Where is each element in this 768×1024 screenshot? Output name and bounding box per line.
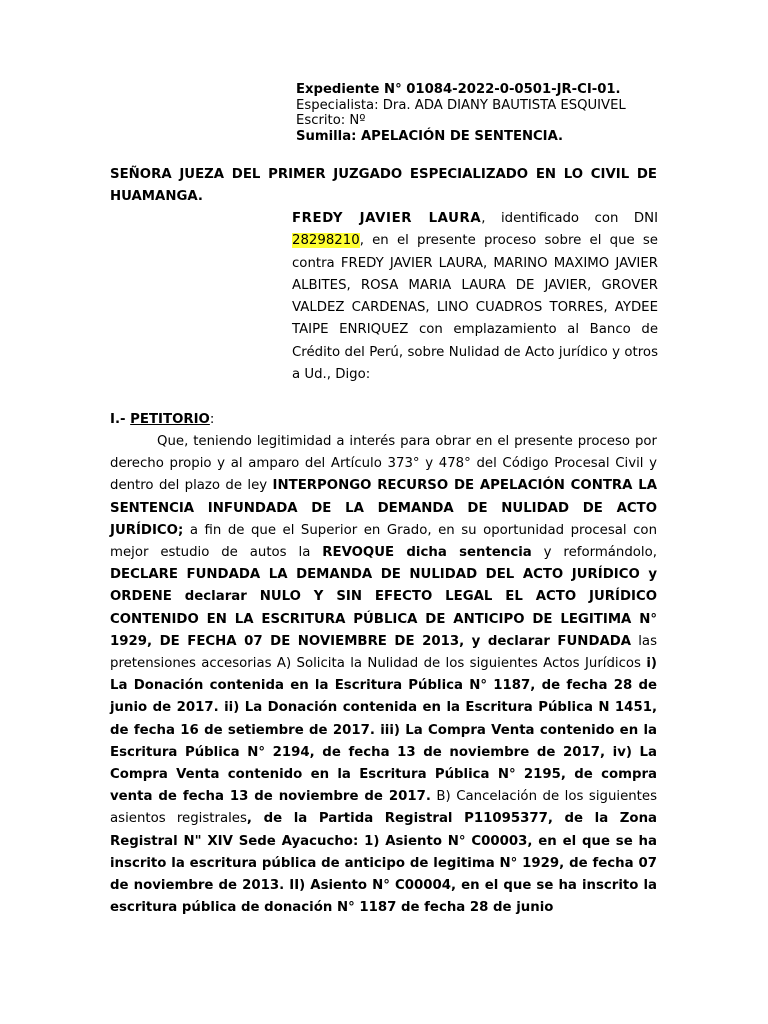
body-text-3: y reformándolo, [531, 545, 657, 561]
specialist: Especialista: Dra. ADA DIANY BAUTISTA ESQUIVEL [296, 97, 626, 113]
case-header [296, 82, 626, 144]
addressee: SEÑORA JUEZA DEL PRIMER JUZGADO ESPECIALIZADO EN LO CIVIL DE HUAMANGA. [110, 167, 657, 204]
intro-paragraph [292, 208, 658, 386]
plaintiff-name: FREDY JAVIER LAURA [292, 211, 482, 226]
dni-number: 28298210 [292, 233, 360, 249]
body-bold-4: i) La Donación contenida en la Escritura Pública N° 1187, de fecha 28 de junio de 2017. ii) La Donación contenida en la Escritura Pública N 1451, de fecha 16 de setiembre de 2017. iii) La Compra Venta contenido en la Escritura Pública N° 2194, de fecha 13 de noviembre de 2017, iv) La Compra Venta contenido en la Escritura Pública N° 2195, de compra venta de fecha 13 de noviembre de 2017. [110, 656, 657, 805]
body-bold-2: REVOQUE dicha sentencia [322, 545, 532, 561]
intro-text-1: , identificado con DNI [481, 211, 658, 226]
intro-text-2: , en el presente proceso sobre el que se contra FREDY JAVIER LAURA, MARINO MAXIMO JAVIER ALBITES, ROSA MARIA LAURA DE JAVIER, GROVER VALDEZ CARDENAS, LINO CUADROS TORRES, AYDEE TAIPE ENRIQUEZ con emplazamiento al Banco de Crédito del Perú, sobre Nulidad de Acto jurídico y otros a Ud., Digo: [292, 233, 658, 383]
summary: Sumilla: APELACIÓN DE SENTENCIA. [296, 128, 564, 144]
body-text-4: las pretensiones accesorias A) Solicita la Nulidad de los siguientes Actos Jurídicos [110, 633, 658, 672]
section-title: PETITORIO [130, 412, 210, 427]
body-bold-1: INTERPONGO RECURSO DE APELACIÓN CONTRA LA SENTENCIA INFUNDADA DE LA DEMANDA DE NULIDAD DE ACTO JURÍDICO; [110, 478, 657, 538]
body-bold-3: DECLARE FUNDADA LA DEMANDA DE NULIDAD DEL ACTO JURÍDICO y ORDENE declarar NULO Y SIN EFECTO LEGAL EL ACTO JURÍDICO CONTENIDO EN LA ESCRITURA PÚBLICA DE ANTICIPO DE LEGITIMA N° 1929, DE FECHA 07 DE NOVIEMBRE DE 2013, y declarar FUNDADA [110, 567, 657, 649]
brief-number: Escrito: Nº [296, 113, 366, 128]
section-heading [110, 410, 214, 430]
body-text-5: B) Cancelación de los siguientes asientos registrales [110, 789, 657, 827]
body-text-2: a fin de que el Superior en Grado, en su oportunidad procesal con mejor estudio de autos la [110, 522, 657, 561]
body-bold-5: , de la Partida Registral P11095377, de la Zona Registral N" XIV Sede Ayacucho: 1) Asiento N° C00003, en el que se ha inscrito la escritura pública de anticipo de legitima N° 1929, de fecha 07 de noviembre de 2013. II) Asiento N° C00004, en el que se ha inscrito la escritura pública de donación N° 1187 de fecha 28 de junio [110, 811, 658, 916]
section-number: I.- [110, 412, 131, 427]
case-number: Expediente N° 01084-2022-0-0501-JR-CI-01. [296, 82, 621, 97]
section-colon: : [209, 412, 215, 427]
petition-body [110, 431, 657, 919]
body-text-1: Que, teniendo legitimidad a interés para obrar en el presente proceso por derecho propio y al amparo del Artículo 373° y 478° del Código Procesal Civil y dentro del plazo de ley [110, 434, 657, 494]
